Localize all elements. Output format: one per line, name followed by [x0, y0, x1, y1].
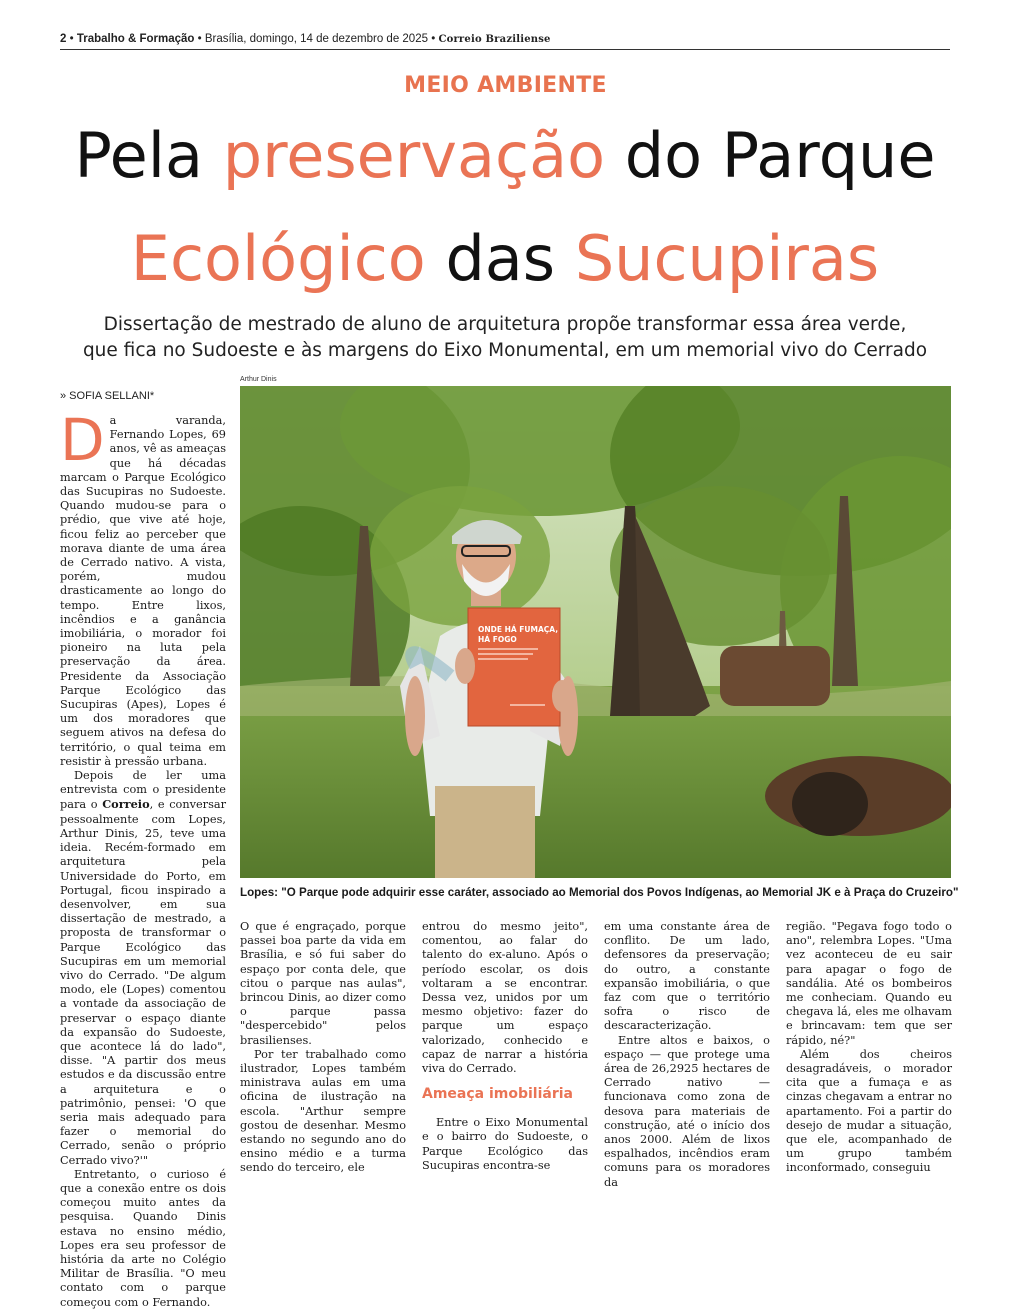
article-paragraph: Além dos cheiros desagradáveis, o morador cita que a fumaça e as cinzas chegavam a entrar no apartamento. Foi a partir do desejo de mudar a situação, que ele, acompanhado de um grupo também inconformado, conseguiu: [786, 1047, 952, 1175]
page-header: 2 • Trabalho & Formação • Brasília, domingo, 14 de dezembro de 2025 • Correio Braziliense: [60, 33, 551, 45]
article-paragraph: entrou do mesmo jeito", comentou, ao falar do talento do ex-aluno. Após o período escolar, os dois voltaram a se encontrar. Dessa vez, unidos por um mesmo objetivo: fazer do parque um espaço valorizado, conhecido e capaz de narrar a história viva do Cerrado.: [422, 920, 588, 1076]
article-paragraph: O que é engraçado, porque passei boa parte da vida em Brasília, e só fui saber do espaço por conta dele, que citou o parque nas aulas", brincou Dinis, ao dizer como o parque passa "despercebido" pelos brasilienses.: [240, 920, 406, 1047]
article-paragraph: Da varanda, Fernando Lopes, 69 anos, vê as ameaças que há décadas marcam o Parque Ecológico das Sucupiras no Sudoeste. Quando mudou-se para o prédio, que vive até hoje, ficou feliz ao perceber que morava diante de uma área de Cerrado nativo. A vista, porém, mudou drasticamente ao longo do tempo. Entre lixos, incêndios e a ganância imobiliária, o morador foi pioneiro na luta pela preservação da área. Presidente da Associação Parque Ecológico das Sucupiras (Apes), Lopes é um dos moradores que seguem ativos na defesa do território, o qual teima em resistir à pressão urbana.: [60, 406, 226, 768]
section-name: Trabalho & Formação: [76, 33, 195, 45]
drop-cap: D: [60, 406, 105, 474]
article-column-1: [60, 406, 226, 1310]
article-paragraph: região. "Pegava fogo todo o ano", relembra Lopes. "Uma vez aconteceu de eu sair para apagar o fogo de sandália. Até os bombeiros me conheciam. Quando eu chegava lá, eles me olhavam e brincavam: tem que ser rápido, né?": [786, 920, 952, 1047]
section-kicker: MEIO AMBIENTE: [404, 73, 607, 98]
photo-credit: Arthur Dinis: [240, 376, 277, 383]
photo-illustration: [240, 386, 951, 878]
article-paragraph: Entretanto, o curioso é que a conexão entre os dois começou muito antes da pesquisa. Quando Dinis estava no ensino médio, Lopes era seu professor de história da arte no Colégio Militar de Brasília. "O meu contato com o parque começou com o Fernando.: [60, 1167, 226, 1309]
byline: » SOFIA SELLANI*: [60, 390, 155, 402]
article-paragraph: Depois de ler uma entrevista com o presidente para o Correio, e conversar pessoalmente com Lopes, Arthur Dinis, 25, teve uma ideia. Recém-formado em arquitetura pela Universidade do Porto, em Portugal, ficou inspirado a desenvolver, em sua dissertação de mestrado, a proposta de transformar o Parque Ecológico das Sucupiras em um memorial vivo do Cerrado. "De algum modo, ele (Lopes) comentou a vontade da associação de preservar o espaço diante da expansão do Sudoeste, que acontece lá do lado", disse. "A partir dos meus estudos e da discussão entre a arquitetura e o patrimônio, pensei: 'O que seria mais adequado para fazer o memorial do Cerrado, senão o próprio Cerrado vivo?'": [60, 769, 226, 1167]
article-paragraph: Por ter trabalhado como ilustrador, Lopes também ministrava aulas em uma oficina de ilustração na escola. "Arthur sempre gostou de desenhar. Mesmo estando no segundo ano do ensino médio e a turma sendo do terceiro, ele: [240, 1047, 406, 1175]
book-cover: [455, 608, 572, 726]
article-paragraph: em uma constante área de conflito. De um lado, defensores da preservação; do outro, a constante expansão imobiliária, o que faz com que o território sofra o risco de descaracterização.: [604, 920, 770, 1033]
page-number: 2: [60, 33, 67, 45]
article-column-3: [422, 920, 588, 1173]
headline-line-2: Ecológico das Sucupiras: [130, 222, 880, 295]
article-photo: [240, 386, 951, 878]
article-paragraph: Entre o Eixo Monumental e o bairro do Sudoeste, o Parque Ecológico das Sucupiras encontra-se: [422, 1116, 588, 1172]
svg-text:ONDE HÁ FUMAÇA,: ONDE HÁ FUMAÇA,: [478, 625, 559, 634]
subheadline: Dissertação de mestrado de aluno de arquitetura propõe transformar essa área verde, que fica no Sudoeste e às margens do Eixo Monumental, em um memorial vivo do Cerrado: [82, 314, 928, 361]
article-paragraph: Entre altos e baixos, o espaço — que protege uma área de 26,2925 hectares de Cerrado nativo — funcionava como zona de desova para materiais de construção, até o início dos anos 2000. Além de lixos espalhados, incêndios eram comuns para os moradores da: [604, 1033, 770, 1189]
newspaper-name: Correio Braziliense: [438, 34, 551, 45]
article-column-4: [604, 920, 770, 1190]
dateline: Brasília, domingo, 14 de dezembro de 2025: [204, 33, 428, 45]
svg-text:HÁ FOGO: HÁ FOGO: [478, 635, 517, 644]
photo-caption: Lopes: "O Parque pode adquirir esse caráter, associado ao Memorial dos Povos Indígenas, ao Memorial JK e à Praça do Cruzeiro": [240, 886, 959, 899]
section-subtitle: Ameaça imobiliária: [422, 1086, 574, 1103]
header-rule: [60, 49, 950, 50]
headline-line-1: Pela preservação do Parque: [74, 119, 936, 192]
article-column-5: [786, 920, 952, 1176]
article-column-2: [240, 920, 406, 1176]
